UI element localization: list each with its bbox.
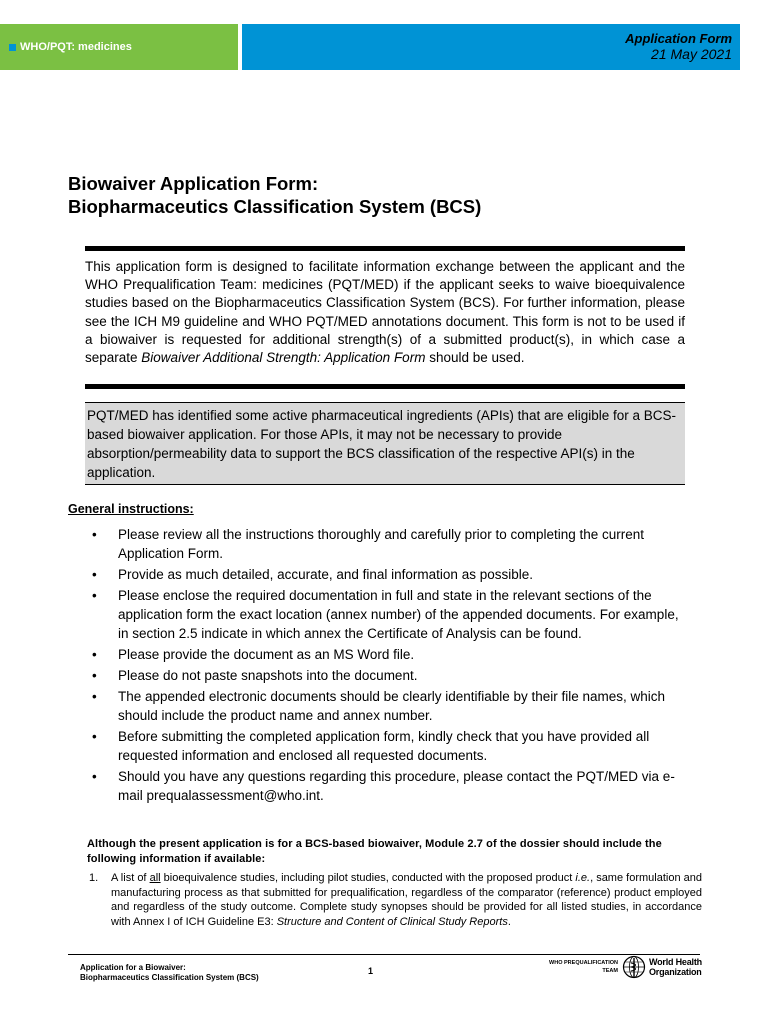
- who-name-line2: Organization: [649, 967, 702, 977]
- instruction-item: • The appended electronic documents should be clearly identifiable by their file names, which should include the product name and annex number.: [92, 687, 692, 725]
- instruction-item: • Please enclose the required documentation in full and state in the relevant sections of the application form the exact location (annex number) of the appended documents. For example, in section 2.5 indicate in which annex the Certificate of Analysis can be found.: [92, 586, 692, 643]
- header-form-title: Application Form: [625, 31, 732, 46]
- pq-team-label: [540, 959, 618, 975]
- instruction-item: • Please review all the instructions thoroughly and carefully prior to completing the current Application Form.: [92, 525, 692, 563]
- who-name-line1: World Health: [649, 957, 702, 967]
- module-note: Although the present application is for a BCS-based biowaiver, Module 2.7 of the dossier should include the following information if available:: [87, 838, 662, 865]
- instruction-item: • Should you have any questions regarding this procedure, please contact the PQT/MED via e-mail prequalassessment@who.int.: [92, 767, 692, 805]
- square-bullet-icon: [9, 44, 16, 51]
- footer-title-line2: Biopharmaceutics Classification System (BCS): [80, 973, 259, 982]
- intro-text-end: should be used.: [425, 350, 525, 366]
- pq-team-line2: TEAM: [602, 968, 618, 974]
- general-instructions-list: [92, 525, 692, 807]
- header-form-date: 21 May 2021: [651, 46, 732, 62]
- api-note-text: PQT/MED has identified some active pharmaceutical ingredients (APIs) that are eligible for a BCS-based biowaiver application. For those APIs, it may not be necessary to provide absorption/permeability data to support the BCS classification of the respective API(s) in the application.: [87, 408, 677, 480]
- document-title-line2: Biopharmaceutics Classification System (BCS): [68, 196, 482, 217]
- instruction-item: • Provide as much detailed, accurate, and final information as possible.: [92, 565, 692, 584]
- section-divider-top: [85, 246, 685, 251]
- studies-item-guideline-title: Structure and Content of Clinical Study Reports: [276, 915, 508, 928]
- studies-item-text: .: [507, 915, 511, 928]
- intro-paragraph: [85, 258, 685, 367]
- who-organization-name: [649, 957, 702, 977]
- studies-item-text: bioequivalence studies, including pilot studies, conducted with the proposed product: [160, 872, 576, 884]
- footer-document-title: [80, 963, 259, 983]
- studies-item-ie: i.e.: [575, 872, 591, 884]
- document-title: [68, 172, 708, 218]
- studies-item-text: , same formulation and manufacturing process as that submitted for prequalification, regardless of the comparator (reference) product employed and regardless of the study outcome. Complete study synopses should be provided for all listed studies, in accordance with Annex I of ICH Guideline E3:: [111, 872, 702, 928]
- instruction-item: • Before submitting the completed application form, kindly check that you have provided all requested information and enclosed all requested documents.: [92, 727, 692, 765]
- header-form-bar: [242, 24, 740, 70]
- studies-item-text: A list of: [111, 872, 150, 884]
- studies-item-number: 1.: [89, 872, 99, 884]
- api-note-box: [85, 402, 685, 485]
- footer-divider: [68, 954, 700, 955]
- header-program-bar: [0, 24, 238, 70]
- section-divider-bottom: [85, 384, 685, 389]
- footer-title-line1: Application for a Biowaiver:: [80, 963, 186, 972]
- studies-item-all-emphasis: all: [149, 872, 161, 884]
- header-program-label: WHO/PQT: medicines: [20, 41, 132, 53]
- page-number: 1: [368, 966, 374, 976]
- instruction-item: • Please do not paste snapshots into the document.: [92, 666, 692, 685]
- studies-list: [87, 871, 702, 929]
- general-instructions-heading: General instructions:: [68, 502, 194, 516]
- instruction-item: • Please provide the document as an MS Word file.: [92, 645, 692, 664]
- who-emblem-icon: [622, 955, 646, 979]
- studies-list-item: [87, 871, 702, 929]
- intro-form-reference: Biowaiver Additional Strength: Application Form: [141, 350, 426, 366]
- document-title-line1: Biowaiver Application Form:: [68, 173, 319, 194]
- intro-text: This application form is designed to facilitate information exchange between the applicant and the WHO Prequalification Team: medicines (PQT/MED) if the applicant seeks to waive bioequivalence studies based on the Biopharmaceutics Classification System (BCS). For further information, please see the ICH M9 guideline and WHO PQT/MED annotations document. This form is not to be used if a biowaiver is requested for additional strength(s) of a submitted product(s), in which case a separate: [85, 259, 685, 366]
- pq-team-line1: WHO PREQUALIFICATION: [549, 960, 618, 966]
